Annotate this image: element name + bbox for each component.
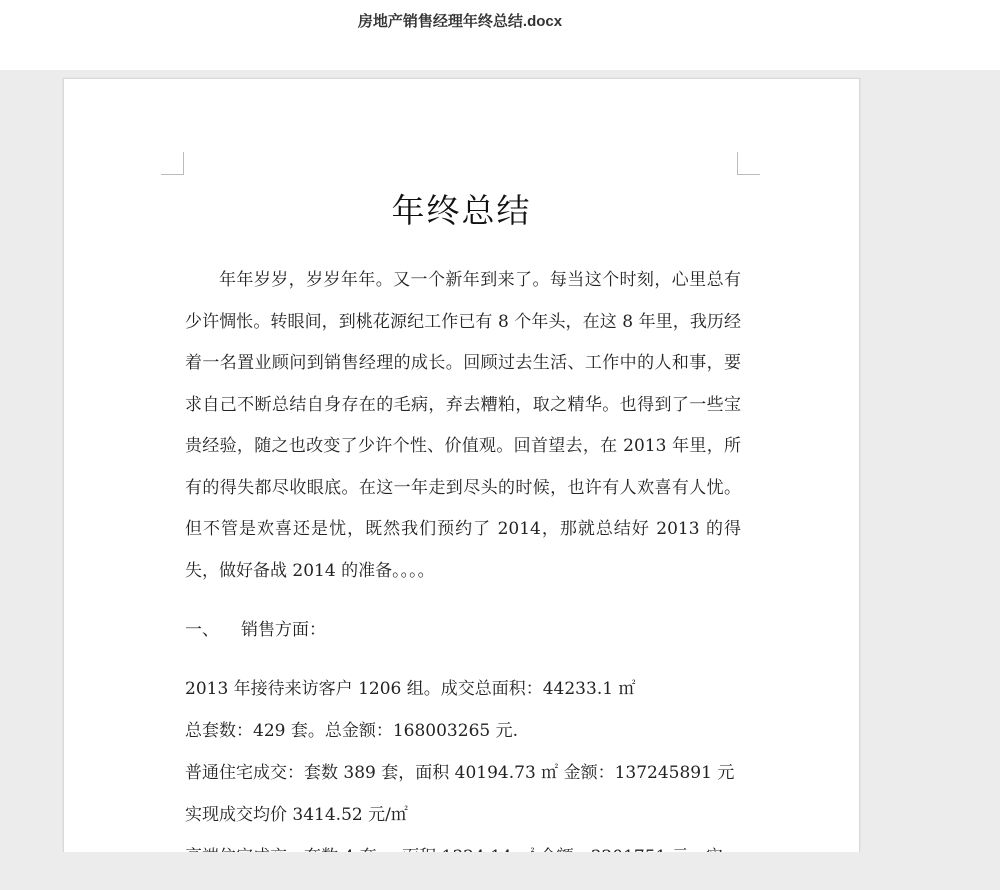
- section-heading: [185, 609, 326, 651]
- section-number: 一、: [185, 620, 219, 640]
- document-heading: 年终总结: [391, 191, 532, 230]
- bottom-bar: [0, 852, 1000, 890]
- section-title: 销售方面：: [241, 620, 326, 640]
- document-title: 房地产销售经理年终总结.docx: [357, 13, 563, 30]
- stat-line: 总套数：429 套。总金额：168003265 元.: [185, 721, 519, 741]
- stat-line: 2013 年接待来访客户 1206 组。成交总面积：44233.1 ㎡: [185, 679, 636, 699]
- margin-corner-top-left: [161, 152, 184, 175]
- stat-line: 普通住宅成交：套数 389 套，面积 40194.73 ㎡ 金额：137245891 元: [185, 763, 735, 783]
- intro-paragraph: 年年岁岁，岁岁年年。又一个新年到来了。每当这个时刻，心里总有少许惆怅。转眼间，到桃花源纪工作已有 8 个年头，在这 8 年里，我历经着一名置业顾问到销售经理的成长。回顾过去生活、工作中的人和事，要求自己不断总结自身存在的毛病，弃去糟粕，取之精华。也得到了一些宝贵经验，随之也改变了少许个性、价值观。回首望去，在 2013 年里，所有的得失都尽收眼底。在这一年走到尽头的时候，也许有人欢喜有人忧。但不管是欢喜还是忧，既然我们预约了 2014，那就总结好 2013 的得失，做好备战 2014 的准备。。。。: [185, 270, 741, 581]
- margin-corner-top-right: [737, 152, 760, 175]
- title-bar: [0, 0, 1000, 70]
- stat-line: 实现成交均价 3414.52 元/㎡: [185, 805, 408, 825]
- document-page[interactable]: [63, 78, 860, 870]
